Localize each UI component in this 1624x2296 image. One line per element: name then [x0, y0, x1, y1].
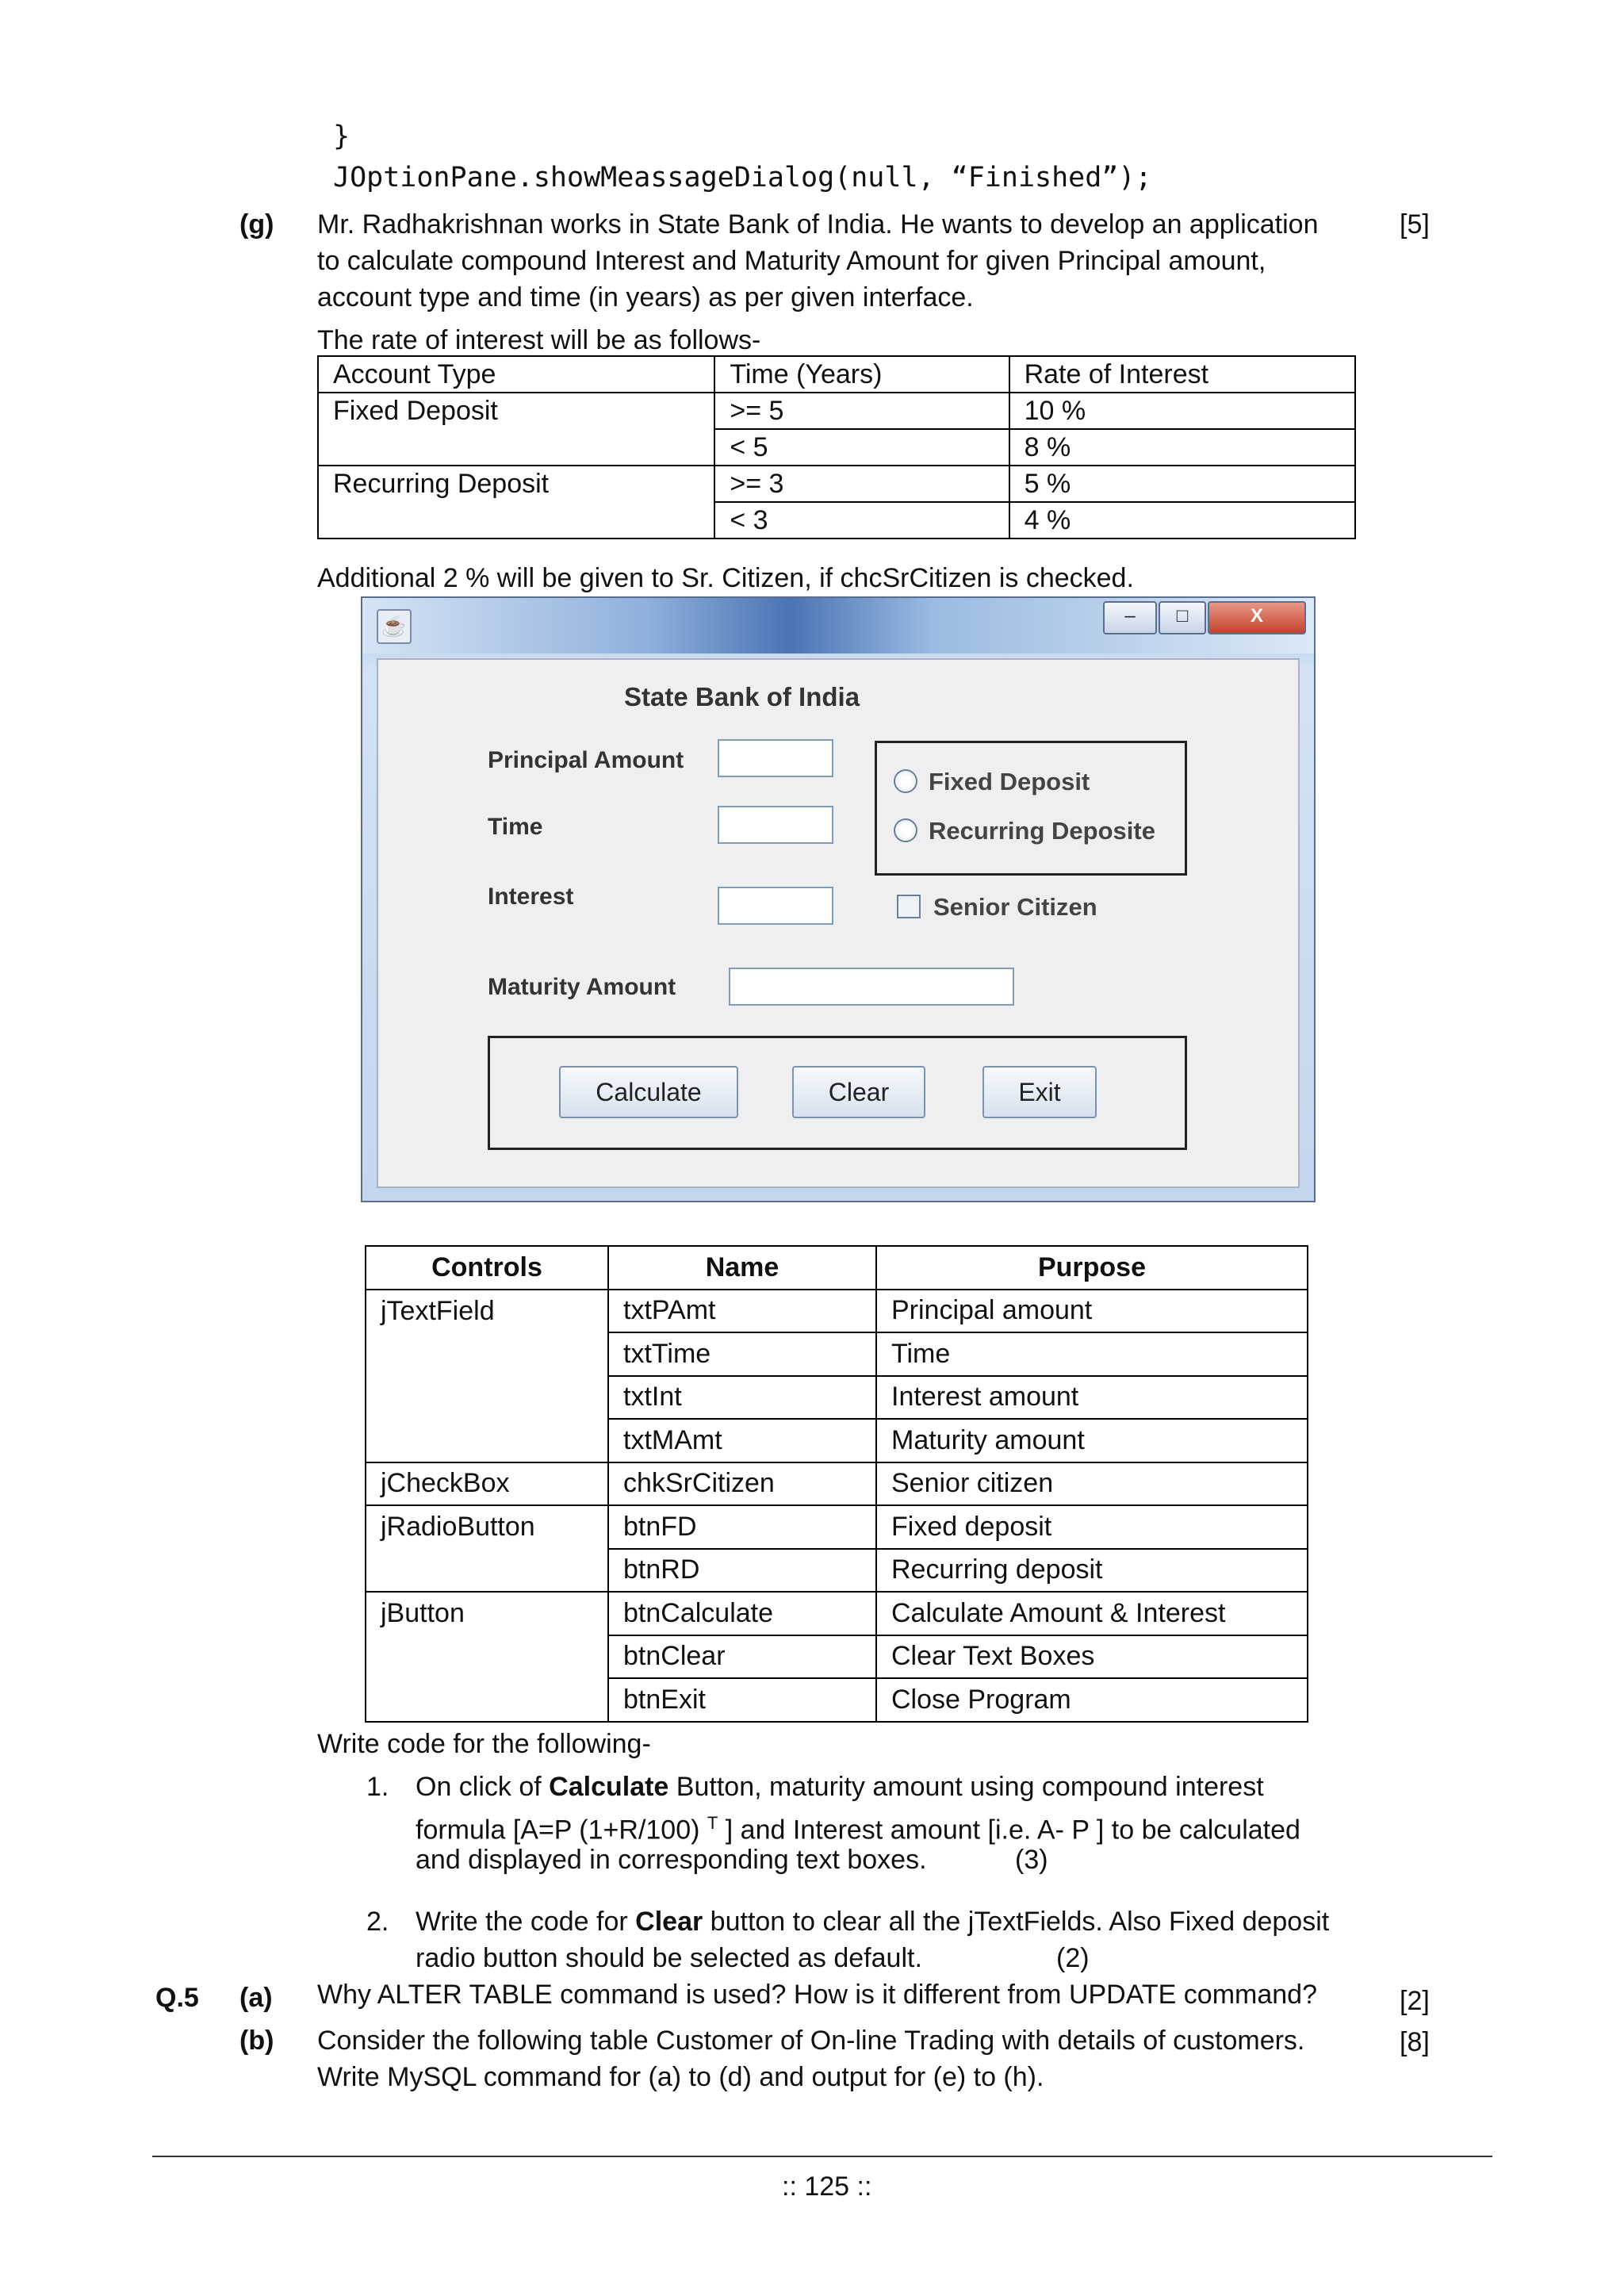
form-panel [377, 658, 1300, 1188]
controls-row [366, 1592, 1308, 1635]
controls-table [365, 1245, 1308, 1723]
controls-header-cell: Name [608, 1246, 876, 1290]
fixed-deposit-label[interactable]: Fixed Deposit [929, 768, 1090, 795]
controls-cell [366, 1549, 608, 1593]
senior-citizen-checkbox[interactable] [897, 895, 921, 918]
task-1-superscript: T [707, 1813, 718, 1833]
rate-cell: 8 % [1009, 429, 1355, 466]
controls-row [366, 1678, 1308, 1722]
rate-row [318, 429, 1355, 466]
footer-rule [152, 2156, 1492, 2157]
task-2-bold: Clear [635, 1907, 703, 1937]
question-g-label: (g) [239, 209, 274, 240]
controls-row [366, 1290, 1308, 1333]
q5-label: Q.5 [155, 1983, 199, 2013]
close-icon[interactable]: X [1208, 601, 1306, 634]
task-2-line2: radio button should be selected as default. [416, 1943, 922, 1973]
controls-cell [366, 1419, 608, 1462]
rate-row [318, 393, 1355, 429]
controls-cell [366, 1678, 608, 1722]
controls-cell: btnClear [608, 1635, 876, 1679]
account-type-group [875, 741, 1187, 876]
maximize-icon[interactable]: □ [1159, 601, 1206, 634]
recurring-deposit-label[interactable]: Recurring Deposite [929, 817, 1155, 845]
q5-b-line1: Consider the following table Customer of On-line Trading with details of customers. [317, 2026, 1305, 2056]
controls-cell: Fixed deposit [876, 1505, 1308, 1549]
controls-cell: Senior citizen [876, 1462, 1308, 1506]
controls-cell: txtMAmt [608, 1419, 876, 1462]
controls-cell: Close Program [876, 1678, 1308, 1722]
maturity-label: Maturity Amount [488, 974, 676, 1000]
task-1-text-b: Button, maturity amount using compound interest [668, 1772, 1264, 1802]
controls-cell: Maturity amount [876, 1419, 1308, 1462]
task-2-line1 [416, 1903, 1329, 1940]
code-brace: } [333, 121, 350, 152]
additional-note: Additional 2 % will be given to Sr. Citizen, if chcSrCitizen is checked. [317, 563, 1134, 593]
rate-cell: Recurring Deposit [318, 466, 714, 502]
question-g-line1: Mr. Radhakrishnan works in State Bank of India. He wants to develop an application [317, 209, 1319, 240]
controls-header-cell: Purpose [876, 1246, 1308, 1290]
code-line: JOptionPane.showMeassageDialog(null, “Finished”); [333, 162, 1152, 194]
controls-cell [366, 1635, 608, 1679]
controls-cell: Clear Text Boxes [876, 1635, 1308, 1679]
task-1-bold: Calculate [549, 1772, 669, 1802]
q5-b-label: (b) [239, 2026, 274, 2056]
controls-cell: btnExit [608, 1678, 876, 1722]
task-1-line3: and displayed in corresponding text boxes. [416, 1845, 927, 1875]
controls-cell: Time [876, 1332, 1308, 1376]
form-heading: State Bank of India [624, 682, 860, 711]
controls-cell: btnFD [608, 1505, 876, 1549]
controls-cell: jRadioButton [366, 1505, 608, 1549]
controls-cell: chkSrCitizen [608, 1462, 876, 1506]
controls-row [366, 1505, 1308, 1549]
controls-row [366, 1332, 1308, 1376]
question-g-line3: account type and time (in years) as per given interface. [317, 282, 974, 312]
exit-button[interactable]: Exit [982, 1066, 1097, 1118]
task-2-text-a: Write the code for [416, 1907, 636, 1937]
maturity-input[interactable] [729, 968, 1014, 1006]
rate-cell: Fixed Deposit [318, 393, 714, 429]
task-2-number: 2. [366, 1907, 389, 1937]
java-icon: ☕ [377, 609, 412, 644]
page-number: :: 125 :: [782, 2171, 872, 2202]
task-2-marks: (2) [1056, 1943, 1090, 1973]
controls-cell: Interest amount [876, 1376, 1308, 1420]
question-g-marks: [5] [1400, 209, 1430, 240]
rate-header-row [318, 356, 1355, 393]
task-1-number: 1. [366, 1772, 389, 1802]
interest-label: Interest [488, 884, 574, 910]
controls-row [366, 1549, 1308, 1593]
rate-cell [318, 502, 714, 539]
clear-button[interactable]: Clear [792, 1066, 925, 1118]
rate-table [317, 355, 1356, 539]
principal-input[interactable] [718, 739, 833, 777]
controls-cell: btnRD [608, 1549, 876, 1593]
rate-cell: < 5 [714, 429, 1009, 466]
rate-cell [318, 429, 714, 466]
question-g-line2: to calculate compound Interest and Maturity Amount for given Principal amount, [317, 246, 1266, 276]
rate-cell: >= 5 [714, 393, 1009, 429]
rate-cell: 4 % [1009, 502, 1355, 539]
rate-header-cell: Account Type [318, 356, 714, 393]
controls-cell: Principal amount [876, 1290, 1308, 1333]
rate-intro: The rate of interest will be as follows- [317, 325, 761, 355]
controls-cell: jButton [366, 1592, 608, 1635]
controls-cell: txtPAmt [608, 1290, 876, 1333]
q5-a-marks: [2] [1400, 1986, 1430, 2016]
rate-cell: >= 3 [714, 466, 1009, 502]
rate-header-cell: Time (Years) [714, 356, 1009, 393]
calculate-button[interactable]: Calculate [559, 1066, 738, 1118]
q5-b-line2: Write MySQL command for (a) to (d) and output for (e) to (h). [317, 2062, 1044, 2092]
controls-cell: btnCalculate [608, 1592, 876, 1635]
task-1-formula-a: formula [A=P (1+R/100) [416, 1815, 707, 1846]
task-1-formula-b: ] and Interest amount [i.e. A- P ] to be calculated [718, 1815, 1300, 1846]
controls-row [366, 1419, 1308, 1462]
fixed-deposit-radio[interactable] [894, 769, 917, 793]
senior-citizen-label[interactable]: Senior Citizen [933, 893, 1097, 921]
time-label: Time [488, 814, 543, 840]
controls-cell [366, 1332, 608, 1376]
rate-cell: 5 % [1009, 466, 1355, 502]
window-titlebar [362, 598, 1314, 654]
rate-row [318, 502, 1355, 539]
controls-cell: txtTime [608, 1332, 876, 1376]
controls-row [366, 1462, 1308, 1506]
sbi-app-window [361, 596, 1316, 1202]
interest-input[interactable] [718, 887, 833, 925]
controls-cell: txtInt [608, 1376, 876, 1420]
rate-row [318, 466, 1355, 502]
controls-cell: jCheckBox [366, 1462, 608, 1506]
task-1-marks: (3) [1015, 1845, 1048, 1875]
controls-cell: Calculate Amount & Interest [876, 1592, 1308, 1635]
controls-cell: Recurring deposit [876, 1549, 1308, 1593]
rate-cell: 10 % [1009, 393, 1355, 429]
controls-row [366, 1376, 1308, 1420]
minimize-icon[interactable]: – [1103, 601, 1157, 634]
controls-cell [366, 1376, 608, 1420]
q5-a-label: (a) [239, 1983, 273, 2013]
controls-header-row [366, 1246, 1308, 1290]
controls-cell: jTextField [366, 1290, 608, 1333]
controls-header-cell: Controls [366, 1246, 608, 1290]
time-input[interactable] [718, 806, 833, 844]
task-2-text-b: button to clear all the jTextFields. Also Fixed deposit [703, 1907, 1330, 1937]
q5-b-marks: [8] [1400, 2027, 1430, 2057]
controls-row [366, 1635, 1308, 1679]
rate-header-cell: Rate of Interest [1009, 356, 1355, 393]
rate-cell: < 3 [714, 502, 1009, 539]
task-1-text-a: On click of [416, 1772, 550, 1802]
tasks-intro: Write code for the following- [317, 1729, 651, 1759]
recurring-deposit-radio[interactable] [894, 818, 917, 842]
principal-label: Principal Amount [488, 747, 684, 773]
q5-a-text: Why ALTER TABLE command is used? How is it different from UPDATE command? [317, 1980, 1317, 2010]
task-1-line1 [416, 1769, 1264, 1805]
